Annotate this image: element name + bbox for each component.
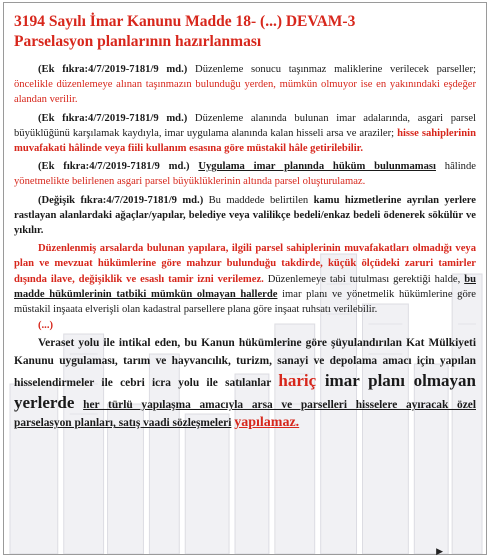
amendment-ref: (Ek fıkra:4/7/2019-7181/9 md.) bbox=[38, 64, 188, 75]
paragraph-3 bbox=[14, 159, 476, 189]
highlighted-text: hisse sahiplerinin muvafakati hâlinde veya fiili kullanım esasına göre müstakil hâle getirilebilir. bbox=[14, 127, 476, 155]
highlighted-text: Düzenlenmiş arsalarda bulunan yapılara, ilgili parsel sahiplerinin muvafakatları olmadığı veya plan ve mevzuat hükümlerine göre mahzur bulunduğu takdirde, küçük ölçüdeki zaruri tamirler dışında ilave, değişiklik ve esaslı tamir izni verilemez. bbox=[14, 243, 476, 285]
paragraph-5 bbox=[14, 241, 476, 317]
underlined-text: Uygulama imar planında hüküm bulunmaması bbox=[198, 161, 436, 173]
paragraph-text: Düzenleme sonucu taşınmaz maliklerine verilecek parseller; bbox=[187, 64, 476, 75]
emphasis-haric: hariç bbox=[278, 371, 317, 391]
document-page bbox=[3, 2, 487, 555]
paragraph-text: Düzenlemeye tabi tutulması gerektiği halde, bbox=[263, 273, 465, 285]
paragraph-text: Bu maddede belirtilen bbox=[203, 194, 314, 206]
title-line-2: Parselasyon planlarının hazırlanması bbox=[14, 33, 262, 50]
paragraph-1 bbox=[14, 62, 476, 108]
paragraph-text: Veraset yolu ile intikal eden, bu Kanun hükümlerine göre şüyulandırılan Kat Mülkiyeti Kanunu uygulaması, tarım ve hayvancılık, turizm, sanayi ve depolama amacı için yapılan hisselendirmeler ile cebri icra yolu ile satılanlar bbox=[14, 337, 476, 390]
document-body bbox=[14, 12, 476, 432]
amendment-ref: (Ek fıkra:4/7/2019-7181/9 md.) bbox=[38, 161, 190, 173]
amendment-ref: (Değişik fıkra:4/7/2019-7181/9 md.) bbox=[38, 194, 204, 206]
emphasis-yapilamaz: yapılamaz. bbox=[234, 415, 300, 431]
emphasis-text: imar planı olmayan yerlerde bbox=[14, 371, 476, 413]
paragraph-text bbox=[74, 399, 83, 411]
paragraph-text: hâlinde bbox=[435, 161, 476, 173]
paragraph-final bbox=[14, 334, 476, 432]
bold-text: kamu hizmetlerine ayrılan yerlere rastlayan alanlardaki ağaçlar/yapılar, belediye veya valilikçe bedeli/enkaz bedeli ödenerek sökülür ve yıkılır. bbox=[14, 194, 477, 237]
title-line-1: 3194 Sayılı İmar Kanunu Madde 18- (...) DEVAM-3 bbox=[14, 13, 356, 30]
amendment-ref: (Ek fıkra:4/7/2019-7181/9 md.) bbox=[38, 112, 188, 124]
highlighted-text: öncelikle düzenlemeye alınan taşınmazın bulunduğu yerden, mümkün olmuyor ise en yakınındaki eşdeğer alandan verilir. bbox=[14, 79, 476, 106]
paragraph-4 bbox=[14, 193, 476, 239]
paragraph-text: Düzenleme alanında bulunan imar adalarında, asgari parsel büyüklüğünü karşılamak kaydıyla, imar uygulama alanında kalan hisseli arsa ve araziler; bbox=[14, 112, 476, 139]
underlined-text: bu madde hükümlerinin tatbiki mümkün olmayan hallerde bbox=[14, 273, 476, 300]
underlined-text: her türlü yapılaşma amacıyla arsa ve parselleri hisselere ayıracak özel parselasyon planları, satış vaadi sözleşmeleri bbox=[14, 399, 476, 430]
paragraph-2 bbox=[14, 111, 476, 157]
page-title bbox=[14, 12, 476, 52]
paragraph-text: imar planı ve yönetmelik hükümlerine göre müstakil inşaata elverişli olan kadastral parsellere plana göre inşaat ruhsatı verilebilir. bbox=[14, 288, 477, 316]
highlighted-text: yönetmelikte belirlenen asgari parsel büyüklüklerinin altında parsel oluşturulamaz. bbox=[14, 176, 366, 188]
omission-marker: (...) bbox=[38, 320, 54, 332]
page-marker-icon: ▶ bbox=[436, 547, 443, 557]
